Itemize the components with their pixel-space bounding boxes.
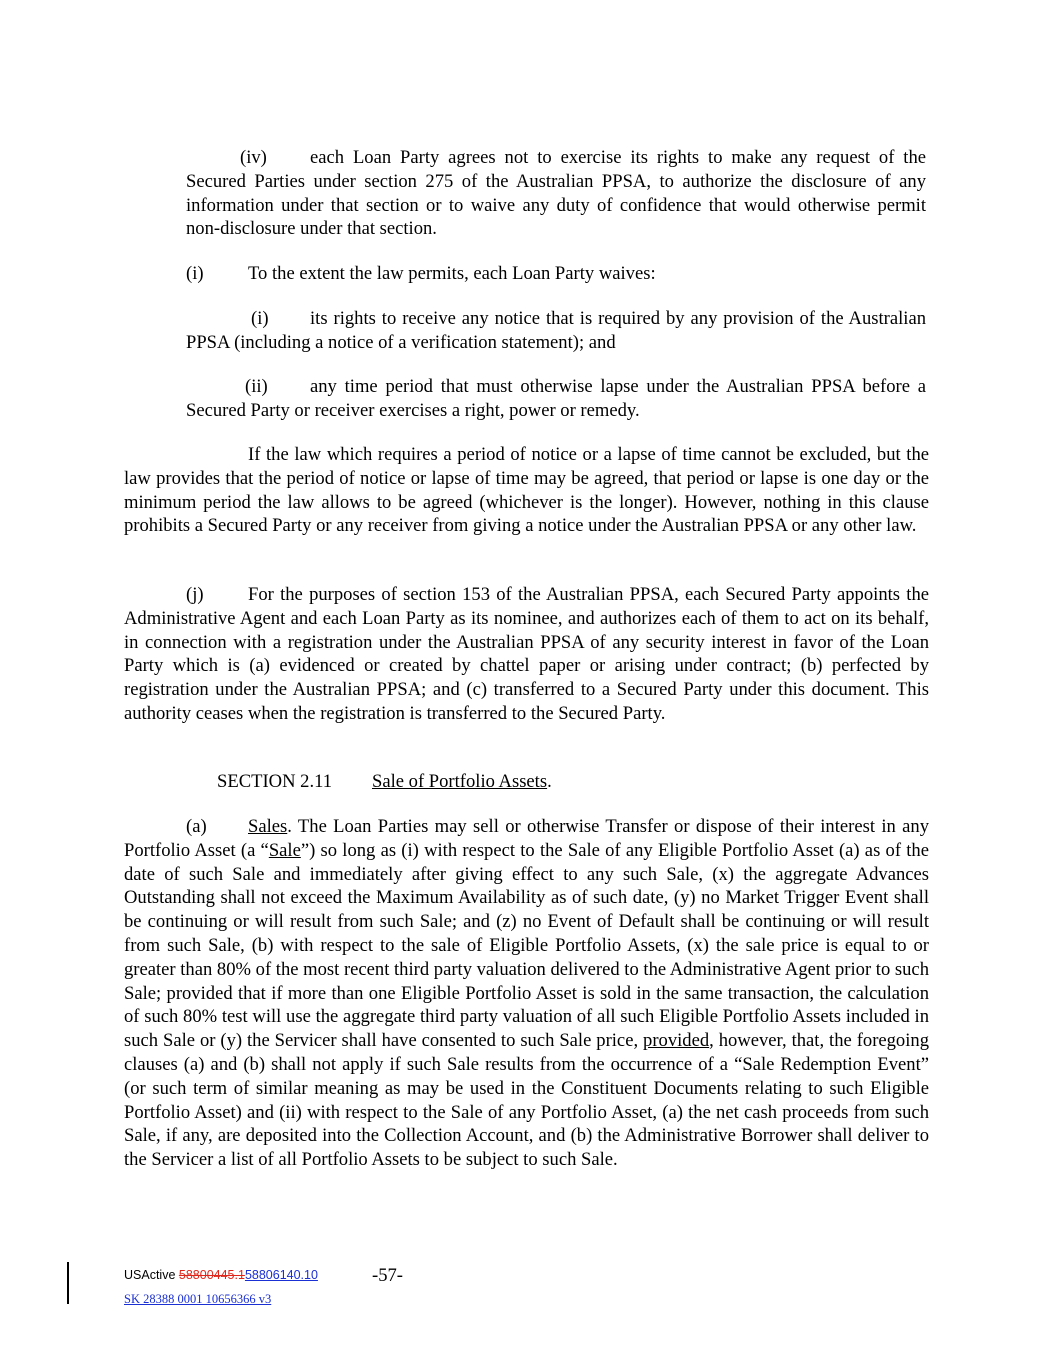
paragraph-text: For the purposes of section 153 of the Australian PPSA, each Secured Party appoints the Administrative Agent and each Loan Party as its nominee, and authorizes each of them to act on its behalf, in connection with a registration under the Australian PPSA of any security interest in favor of the Loan Party which is (a) evidenced or created by chattel paper or arising under contract; (b) perfected by registration under the Australian PPSA; and (c) transferred to a Secured Party under this document. This authority ceases when the registration is transferred to the Secured Party. bbox=[124, 584, 929, 724]
paragraph-a bbox=[124, 815, 929, 1172]
paragraph-text: To the extent the law permits, each Loan Party waives: bbox=[248, 263, 656, 284]
paragraph-i-sub-2 bbox=[186, 375, 926, 423]
paragraph-iv bbox=[186, 146, 926, 241]
footer-prefix: USActive bbox=[124, 1268, 179, 1282]
section-heading bbox=[124, 770, 929, 794]
section-title: Sale of Portfolio Assets bbox=[372, 771, 548, 792]
paragraph-i bbox=[186, 262, 926, 286]
paragraph-law-note bbox=[124, 443, 929, 538]
paragraph-text: ”) so long as (i) with respect to the Sale of any Eligible Portfolio Asset (a) as of the date of such Sale and immediately after giving effect to any such Sale, (x) the aggregate Advances Outstanding shall not exceed the Maximum Availability as of such date, (y) no Market Trigger Event shall be continuing or will result from such Sale; and (z) no Event of Default shall be continuing or will result from such Sale, (b) with respect to the sale of Eligible Portfolio Assets, (x) the sale price is equal to or greater than 80% of the most recent third party valuation delivered to the Administrative Agent prior to such Sale; provided that if more than one Eligible Portfolio Asset is sold in the same transaction, the calculation of such 80% test will use the aggregate third party valuation of all such Eligible Portfolio Assets included in such Sale or (y) the Servicer shall have consented to such Sale price, bbox=[124, 839, 929, 1052]
paragraph-marker: (i) bbox=[251, 308, 269, 329]
paragraph-marker: (iv) bbox=[240, 147, 267, 168]
footer-doc-ref bbox=[124, 1267, 318, 1283]
defined-term-sale: Sale bbox=[268, 839, 301, 861]
paragraph-text: , however, that, the foregoing clauses (a) and (b) shall not apply if such Sale results from the occurrence of a “Sale Redemption Event” (or such term of similar meaning as may be used in the Constituent Documents relating to such Eligible Portfolio Asset) and (ii) with respect to the Sale of any Portfolio Asset, (a) the net cash proceeds from such Sale, if any, are deposited into the Collection Account, and (b) the Administrative Borrower shall deliver to the Servicer a list of all Portfolio Assets to be subject to such Sale. bbox=[124, 1030, 929, 1171]
paragraph-text: If the law which requires a period of notice or a lapse of time cannot be excluded, but the law provides that the period of notice or lapse of time may be agreed, that period or lapse is one day or the minimum period the law allows to be agreed (whichever is the longer). However, nothing in this clause prohibits a Secured Party or any receiver from giving a notice under the Australian PPSA or any other law. bbox=[124, 444, 929, 537]
paragraph-heading: Sales bbox=[248, 816, 288, 837]
footer-inserted-id: 58806140.10 bbox=[244, 1268, 318, 1282]
section-period: . bbox=[547, 771, 552, 792]
paragraph-marker: (a) bbox=[186, 816, 207, 837]
page-number: -57- bbox=[372, 1265, 403, 1286]
section-label: SECTION 2.11 bbox=[217, 771, 333, 792]
footer-deleted-id: 58800445.1 bbox=[178, 1268, 245, 1282]
footer-doc-id: SK 28388 0001 10656366 v3 bbox=[124, 1292, 272, 1306]
change-bar bbox=[67, 1262, 69, 1304]
paragraph-marker: (ii) bbox=[245, 376, 268, 397]
paragraph-marker: (i) bbox=[186, 263, 204, 284]
paragraph-i-sub-1 bbox=[186, 307, 926, 355]
paragraph-text: its rights to receive any notice that is required by any provision of the Australian PPSA (including a notice of a verification statement); and bbox=[186, 308, 926, 353]
provided-term: provided bbox=[643, 1030, 710, 1052]
paragraph-marker: (j) bbox=[186, 584, 204, 605]
paragraph-text: each Loan Party agrees not to exercise its rights to make any request of the Secured Parties under section 275 of the Australian PPSA, to authorize the disclosure of any information under that section or to waive any duty of confidence that would otherwise permit non-disclosure under that section. bbox=[186, 147, 926, 240]
paragraph-j bbox=[124, 583, 929, 726]
paragraph-text: . The Loan Parties may sell or otherwise Transfer or dispose of their interest in any Portfolio Asset (a “ bbox=[124, 816, 929, 861]
paragraph-text: any time period that must otherwise lapse under the Australian PPSA before a Secured Party or receiver exercises a right, power or remedy. bbox=[186, 376, 926, 421]
